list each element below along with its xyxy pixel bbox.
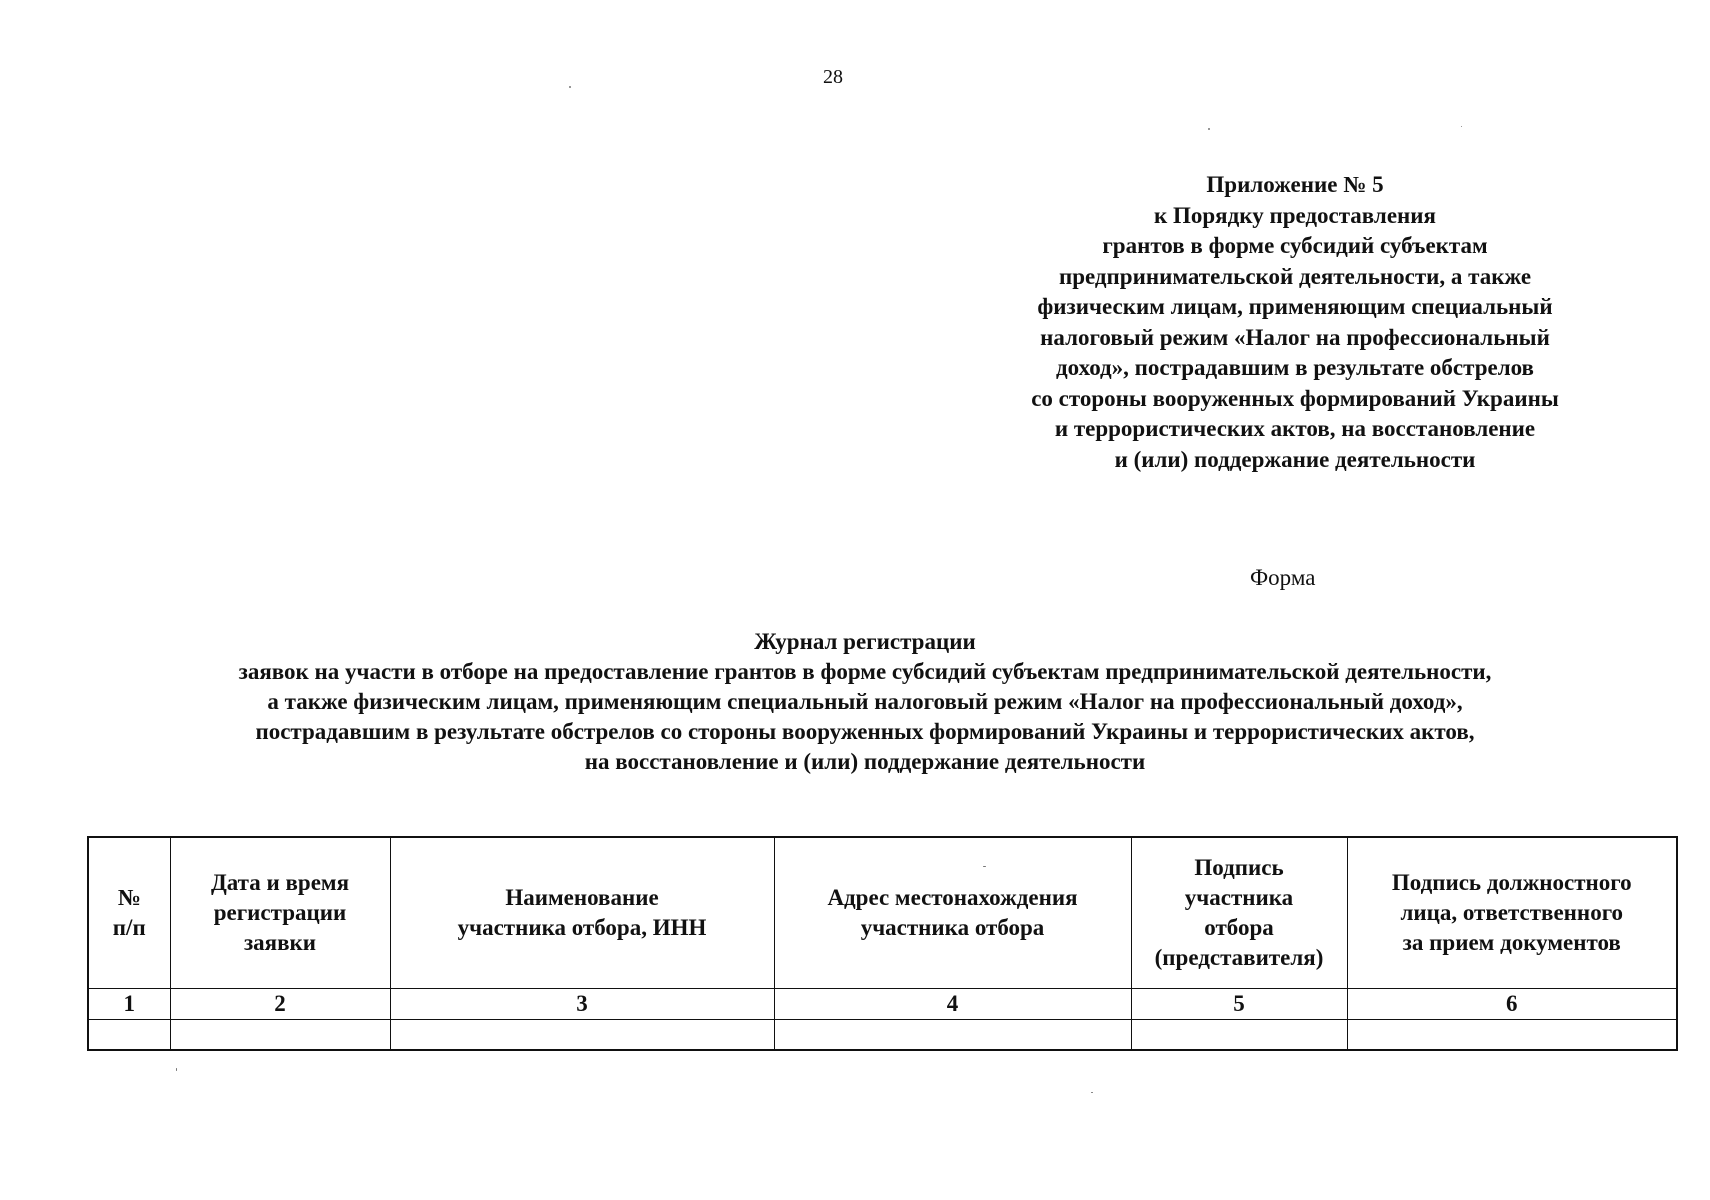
scan-speck bbox=[1208, 128, 1210, 130]
header-cell-number: № п/п bbox=[88, 837, 170, 989]
scan-speck bbox=[1091, 1092, 1093, 1093]
column-number-cell: 2 bbox=[170, 989, 390, 1020]
table-cell bbox=[170, 1020, 390, 1051]
appendix-line: со стороны вооруженных формирований Украины bbox=[1031, 385, 1559, 411]
journal-title: Журнал регистрации bbox=[754, 629, 976, 654]
appendix-line: к Порядку предоставления bbox=[1154, 202, 1436, 228]
table-header-row bbox=[88, 837, 1677, 989]
table-cell bbox=[1131, 1020, 1347, 1051]
table-cell bbox=[1347, 1020, 1677, 1051]
journal-subtitle-line: а также физическим лицам, применяющим специальный налоговый режим «Налог на профессиональный доход», bbox=[267, 689, 1463, 714]
page-number: 28 bbox=[823, 66, 843, 88]
journal-subtitle-line: на восстановление и (или) поддержание деятельности bbox=[584, 749, 1146, 774]
header-cell-participant-address: Адрес местонахождения участника отбора bbox=[774, 837, 1131, 989]
table-cell bbox=[88, 1020, 170, 1051]
table-cell bbox=[390, 1020, 774, 1051]
journal-subtitle-line: пострадавшим в результате обстрелов со стороны вооруженных формирований Украины и террористических актов, bbox=[255, 719, 1475, 744]
appendix-line: налоговый режим «Налог на профессиональный bbox=[1040, 324, 1550, 350]
journal-heading bbox=[0, 627, 1710, 777]
column-number-row bbox=[88, 989, 1677, 1020]
column-number-cell: 1 bbox=[88, 989, 170, 1020]
table-cell bbox=[774, 1020, 1131, 1051]
appendix-line: и (или) поддержание деятельности bbox=[1114, 446, 1476, 472]
header-cell-registration-datetime: Дата и время регистрации заявки bbox=[170, 837, 390, 989]
table-row bbox=[88, 1020, 1677, 1051]
header-cell-official-signature: Подпись должностного лица, ответственного за прием документов bbox=[1347, 837, 1677, 989]
appendix-line: Приложение № 5 bbox=[1206, 172, 1384, 197]
column-number-cell: 4 bbox=[774, 989, 1131, 1020]
appendix-line: предпринимательской деятельности, а также bbox=[1058, 263, 1532, 289]
registration-table bbox=[87, 836, 1678, 1051]
appendix-line: физическим лицам, применяющим специальный bbox=[1037, 294, 1553, 319]
appendix-header bbox=[975, 170, 1615, 475]
column-number-cell: 6 bbox=[1347, 989, 1677, 1020]
scan-speck bbox=[983, 866, 986, 867]
scan-speck bbox=[569, 86, 571, 88]
appendix-line: грантов в форме субсидий субъектам bbox=[1102, 233, 1488, 258]
journal-subtitle-line: заявок на участи в отборе на предоставление грантов в форме субсидий субъектам предпринимательской деятельности, bbox=[238, 659, 1492, 684]
scan-speck bbox=[176, 1068, 177, 1071]
scan-speck bbox=[1461, 126, 1462, 127]
form-label: Форма bbox=[1250, 565, 1316, 590]
column-number-cell: 3 bbox=[390, 989, 774, 1020]
header-cell-participant-name: Наименование участника отбора, ИНН bbox=[390, 837, 774, 989]
header-cell-participant-signature: Подпись участника отбора (представителя) bbox=[1131, 837, 1347, 989]
column-number-cell: 5 bbox=[1131, 989, 1347, 1020]
appendix-line: доход», пострадавшим в результате обстрелов bbox=[1056, 355, 1534, 380]
appendix-line: и террористических актов, на восстановление bbox=[1054, 416, 1536, 441]
